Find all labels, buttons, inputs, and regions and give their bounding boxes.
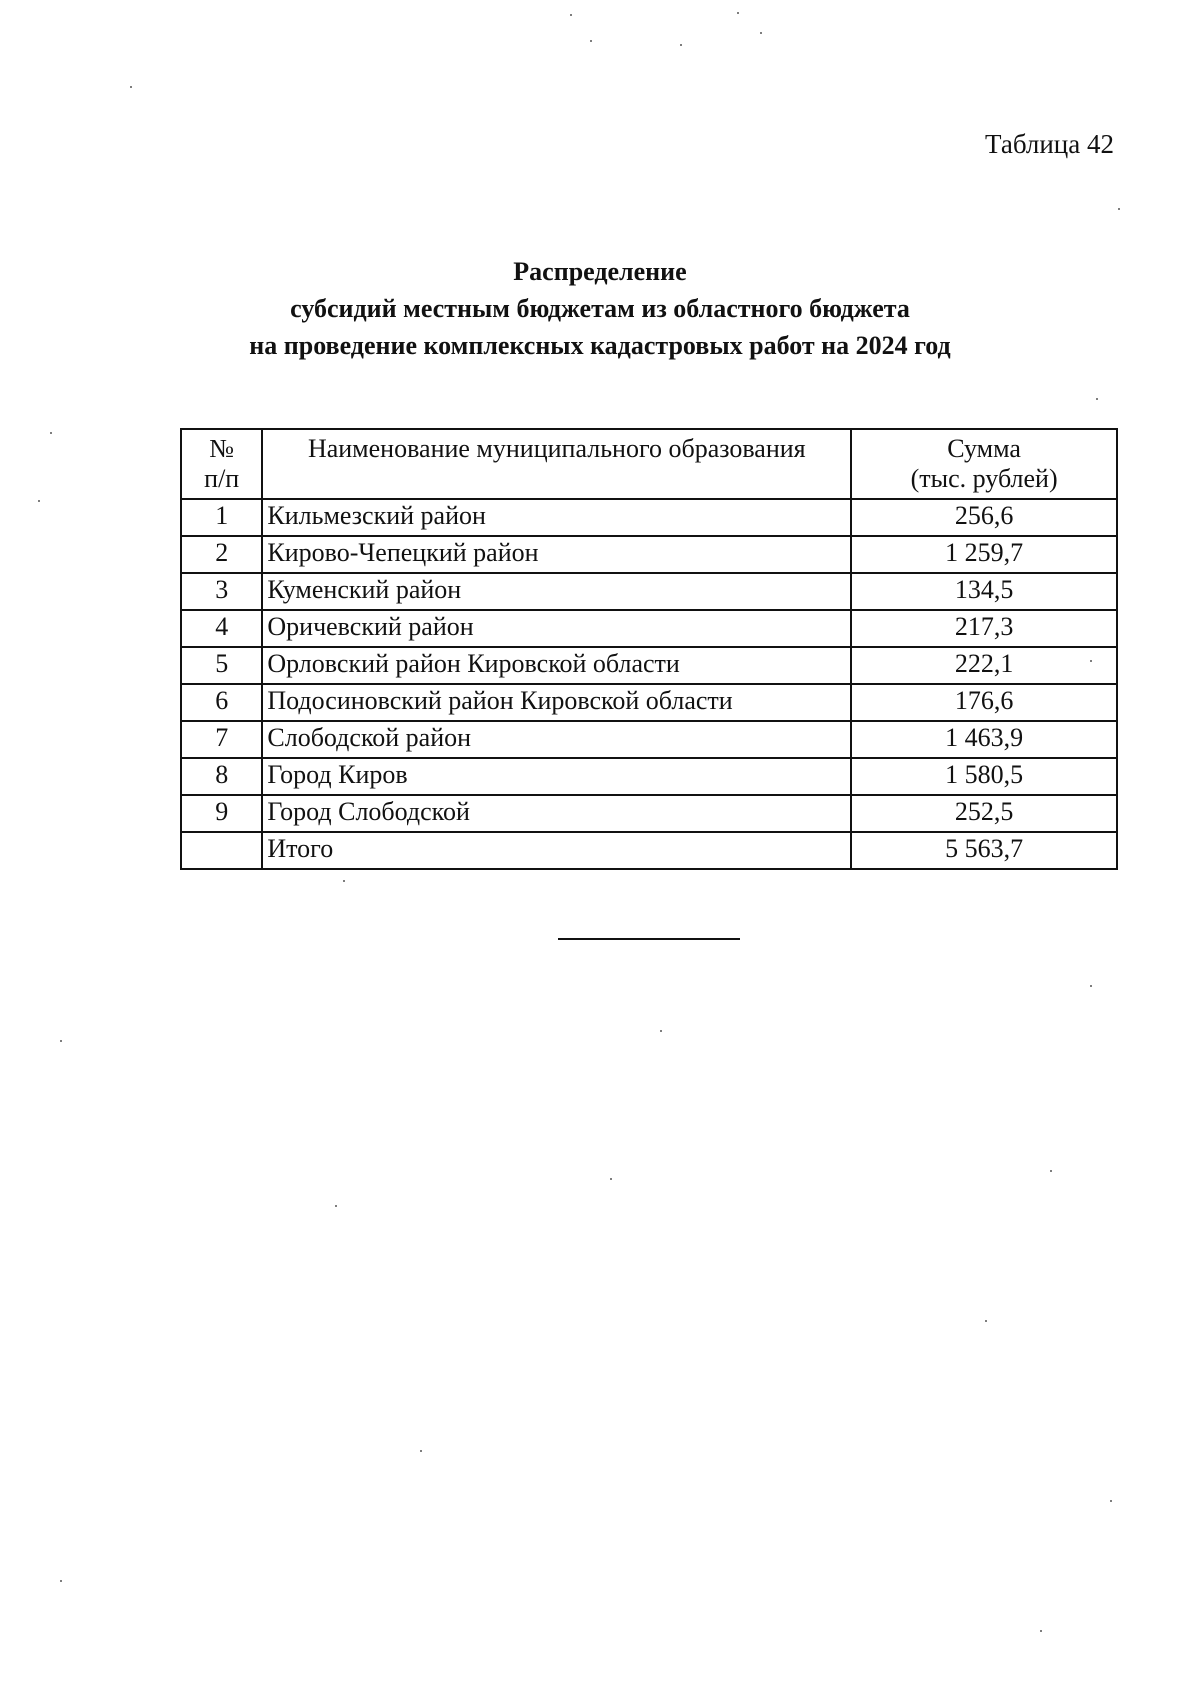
scan-speck [680,44,682,46]
scan-speck [38,500,40,502]
header-number-line-2: п/п [204,464,240,493]
row-name: Кильмезский район [262,499,851,536]
scan-speck [660,1030,662,1032]
row-sum: 256,6 [851,499,1117,536]
table-row [181,536,1117,573]
table-row [181,758,1117,795]
scan-speck [1050,1170,1052,1172]
row-name: Город Киров [262,758,851,795]
row-name: Куменский район [262,573,851,610]
row-name: Оричевский район [262,610,851,647]
row-sum: 252,5 [851,795,1117,832]
scan-speck [985,1320,987,1322]
table-total-row [181,832,1117,869]
header-name: Наименование муниципального образования [262,429,851,499]
table-row [181,721,1117,758]
scan-speck [1090,660,1092,662]
scan-speck [1118,208,1120,210]
scan-speck [335,1205,337,1207]
row-number: 4 [181,610,262,647]
scan-speck [1090,985,1092,987]
row-sum: 1 259,7 [851,536,1117,573]
header-number-line-1: № [209,434,235,463]
row-number: 3 [181,573,262,610]
scan-speck [420,1450,422,1452]
total-sum: 5 563,7 [851,832,1117,869]
header-sum-line-1: Сумма [947,434,1021,463]
scan-speck [1040,1630,1042,1632]
table-row [181,684,1117,721]
table-header-row [181,429,1117,499]
end-separator-line [558,938,740,940]
row-name: Орловский район Кировской области [262,647,851,684]
row-sum: 222,1 [851,647,1117,684]
table-number: Таблица 42 [985,129,1114,159]
title-line-2: субсидий местным бюджетам из областного бюджета [290,294,910,323]
table-row [181,647,1117,684]
row-sum: 134,5 [851,573,1117,610]
title-line-1: Распределение [513,257,687,286]
row-name: Слободской район [262,721,851,758]
total-number [181,832,262,869]
row-name: Подосиновский район Кировской области [262,684,851,721]
row-number: 9 [181,795,262,832]
scan-speck [50,432,52,434]
total-label: Итого [262,832,851,869]
header-number [181,429,262,499]
scan-speck [1110,1500,1112,1502]
table-row [181,573,1117,610]
table-row [181,610,1117,647]
header-sum-line-2: (тыс. рублей) [910,464,1058,493]
table-row [181,795,1117,832]
document-title [0,253,1200,364]
scan-speck [130,86,132,88]
scan-speck [60,1040,62,1042]
row-number: 5 [181,647,262,684]
scan-speck [1096,398,1098,400]
row-number: 7 [181,721,262,758]
row-sum: 217,3 [851,610,1117,647]
table-row [181,499,1117,536]
scan-speck [60,1580,62,1582]
row-name: Город Слободской [262,795,851,832]
row-sum: 1 463,9 [851,721,1117,758]
title-line-3: на проведение комплексных кадастровых работ на 2024 год [249,331,951,360]
scan-speck [610,1178,612,1180]
header-sum [851,429,1117,499]
row-number: 2 [181,536,262,573]
row-name: Кирово-Чепецкий район [262,536,851,573]
row-number: 6 [181,684,262,721]
row-sum: 176,6 [851,684,1117,721]
row-number: 8 [181,758,262,795]
subsidy-distribution-table [180,428,1118,870]
scan-speck [760,32,762,34]
row-number: 1 [181,499,262,536]
row-sum: 1 580,5 [851,758,1117,795]
scan-speck [343,880,345,882]
scan-speck [737,12,739,14]
scan-speck [590,40,592,42]
scan-speck [570,14,572,16]
